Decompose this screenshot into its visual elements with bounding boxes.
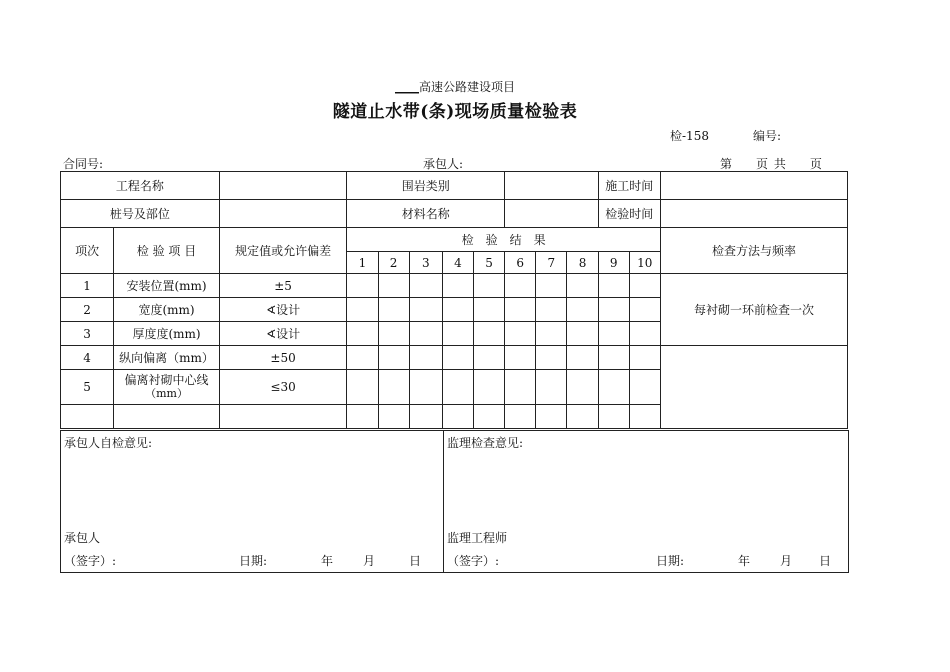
page-label: 第 页 共 页 <box>720 157 822 171</box>
item-no-header: 项次 <box>61 228 114 274</box>
contractor-month: 月 <box>363 554 376 568</box>
inspection-time-value[interactable] <box>660 200 847 228</box>
table-row: 2 宽度(mm) ∢设计 <box>61 298 848 322</box>
material-name-label: 材料名称 <box>347 200 505 228</box>
method-text: 每衬砌一环前检查一次 <box>660 274 847 346</box>
method-header: 检查方法与频率 <box>660 228 847 274</box>
result-col-5: 5 <box>473 252 504 274</box>
rock-class-label: 围岩类别 <box>347 172 505 200</box>
contractor-label: 承包人: <box>423 157 464 171</box>
station-part-label: 桩号及部位 <box>61 200 220 228</box>
contractor-year: 年 <box>321 554 334 568</box>
table-row: 4 纵向偏离（mm） ±50 <box>61 346 848 370</box>
construction-time-label: 施工时间 <box>598 172 660 200</box>
project-subtitle: ____高速公路建设项目 <box>394 80 515 94</box>
result-col-7: 7 <box>536 252 567 274</box>
contractor-date-label: 日期: <box>239 554 268 568</box>
result-col-2: 2 <box>378 252 409 274</box>
results-header: 检 验 结 果 <box>347 228 660 252</box>
serial-label: 编号: <box>753 129 782 143</box>
supervisor-opinion-label: 监理检查意见: <box>447 436 524 450</box>
inspection-table <box>60 171 848 429</box>
info-row-1 <box>61 172 848 200</box>
supervisor-date-label: 日期: <box>656 554 685 568</box>
construction-time-value[interactable] <box>660 172 847 200</box>
contractor-opinion-label: 承包人自检意见: <box>64 436 153 450</box>
supervisor-sign-label: 监理工程师 <box>447 531 508 545</box>
station-part-value[interactable] <box>219 200 347 228</box>
contract-label: 合同号: <box>63 157 104 171</box>
result-col-3: 3 <box>409 252 442 274</box>
result-col-6: 6 <box>505 252 536 274</box>
result-col-1: 1 <box>347 252 378 274</box>
table-row: 3 厚度度(mm) ∢设计 <box>61 322 848 346</box>
form-code: 检-158 <box>670 129 709 143</box>
header-row-1 <box>61 228 848 252</box>
table-row: 1 安装位置(mm) ±5 每衬砌一环前检查一次 <box>61 274 848 298</box>
supervisor-year: 年 <box>738 554 751 568</box>
form-title: 隧道止水带(条)现场质量检验表 <box>332 102 578 122</box>
info-row-2 <box>61 200 848 228</box>
rock-class-value[interactable] <box>505 172 598 200</box>
signature-section <box>60 430 849 573</box>
spec-header: 规定值或允许偏差 <box>219 228 347 274</box>
result-col-10: 10 <box>629 252 660 274</box>
contractor-day: 日 <box>409 554 422 568</box>
supervisor-opinion-box[interactable] <box>444 431 849 573</box>
project-name-value[interactable] <box>219 172 347 200</box>
material-name-value[interactable] <box>505 200 598 228</box>
result-col-9: 9 <box>598 252 629 274</box>
supervisor-month: 月 <box>780 554 793 568</box>
supervisor-day: 日 <box>819 554 832 568</box>
contractor-opinion-box[interactable] <box>61 431 444 573</box>
supervisor-signature-label: （签字）: <box>447 554 500 568</box>
result-col-4: 4 <box>442 252 473 274</box>
contractor-sign-label: 承包人 <box>64 531 101 545</box>
result-col-8: 8 <box>567 252 598 274</box>
inspection-time-label: 检验时间 <box>598 200 660 228</box>
table-row: 5 偏离衬砌中心线 （mm） ≤30 <box>61 370 848 405</box>
check-item-header: 检 验 项 目 <box>114 228 220 274</box>
contractor-signature-label: （签字）: <box>64 554 117 568</box>
project-name-label: 工程名称 <box>61 172 220 200</box>
